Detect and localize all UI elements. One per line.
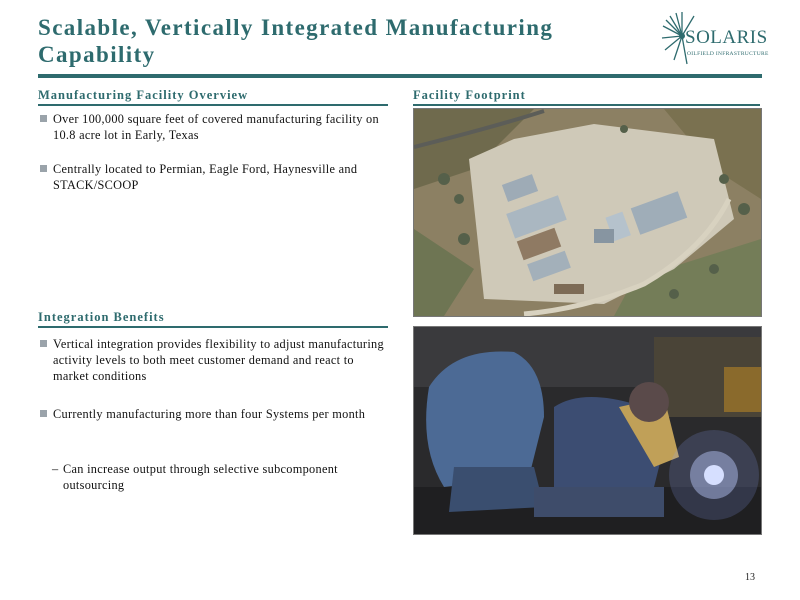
bullet-text: Centrally located to Permian, Eagle Ford, Haynesville and STACK/SCOOP — [53, 162, 358, 192]
footprint-rule — [413, 104, 760, 106]
solaris-logo — [660, 10, 770, 70]
integration-rule — [38, 326, 388, 328]
title-divider — [38, 74, 762, 78]
logo-tagline: OILFIELD INFRASTRUCTURE — [687, 51, 769, 57]
list-item — [40, 336, 385, 384]
logo-wordmark: SOLARIS — [685, 27, 768, 48]
aerial-facility-photo — [413, 108, 762, 317]
overview-rule — [38, 104, 388, 106]
list-item — [40, 111, 380, 143]
list-item — [40, 406, 385, 422]
sub-list-item — [52, 461, 382, 493]
overview-list — [40, 111, 380, 193]
bullet-text: Currently manufacturing more than four Systems per month — [53, 407, 366, 421]
bullet-square-icon — [40, 410, 47, 417]
bullet-text: Vertical integration provides flexibility to adjust manufacturing activity levels to both meet customer demand and react to market conditions — [53, 337, 384, 383]
bullet-text: Over 100,000 square feet of covered manufacturing facility on 10.8 acre lot in Early, Texas — [53, 112, 379, 142]
list-item — [40, 161, 380, 193]
bullet-square-icon — [40, 340, 47, 347]
integration-list — [40, 336, 385, 422]
dash-bullet-icon: – — [52, 462, 59, 476]
page-title: Scalable, Vertically Integrated Manufacturing Capability — [38, 15, 554, 67]
footprint-heading: Facility Footprint — [413, 88, 526, 102]
page-number: 13 — [745, 572, 755, 583]
overview-heading: Manufacturing Facility Overview — [38, 88, 249, 102]
welders-photo — [413, 326, 762, 535]
sub-bullet-text: Can increase output through selective subcomponent outsourcing — [63, 462, 338, 492]
integration-heading: Integration Benefits — [38, 310, 165, 324]
bullet-square-icon — [40, 115, 47, 122]
bullet-square-icon — [40, 165, 47, 172]
